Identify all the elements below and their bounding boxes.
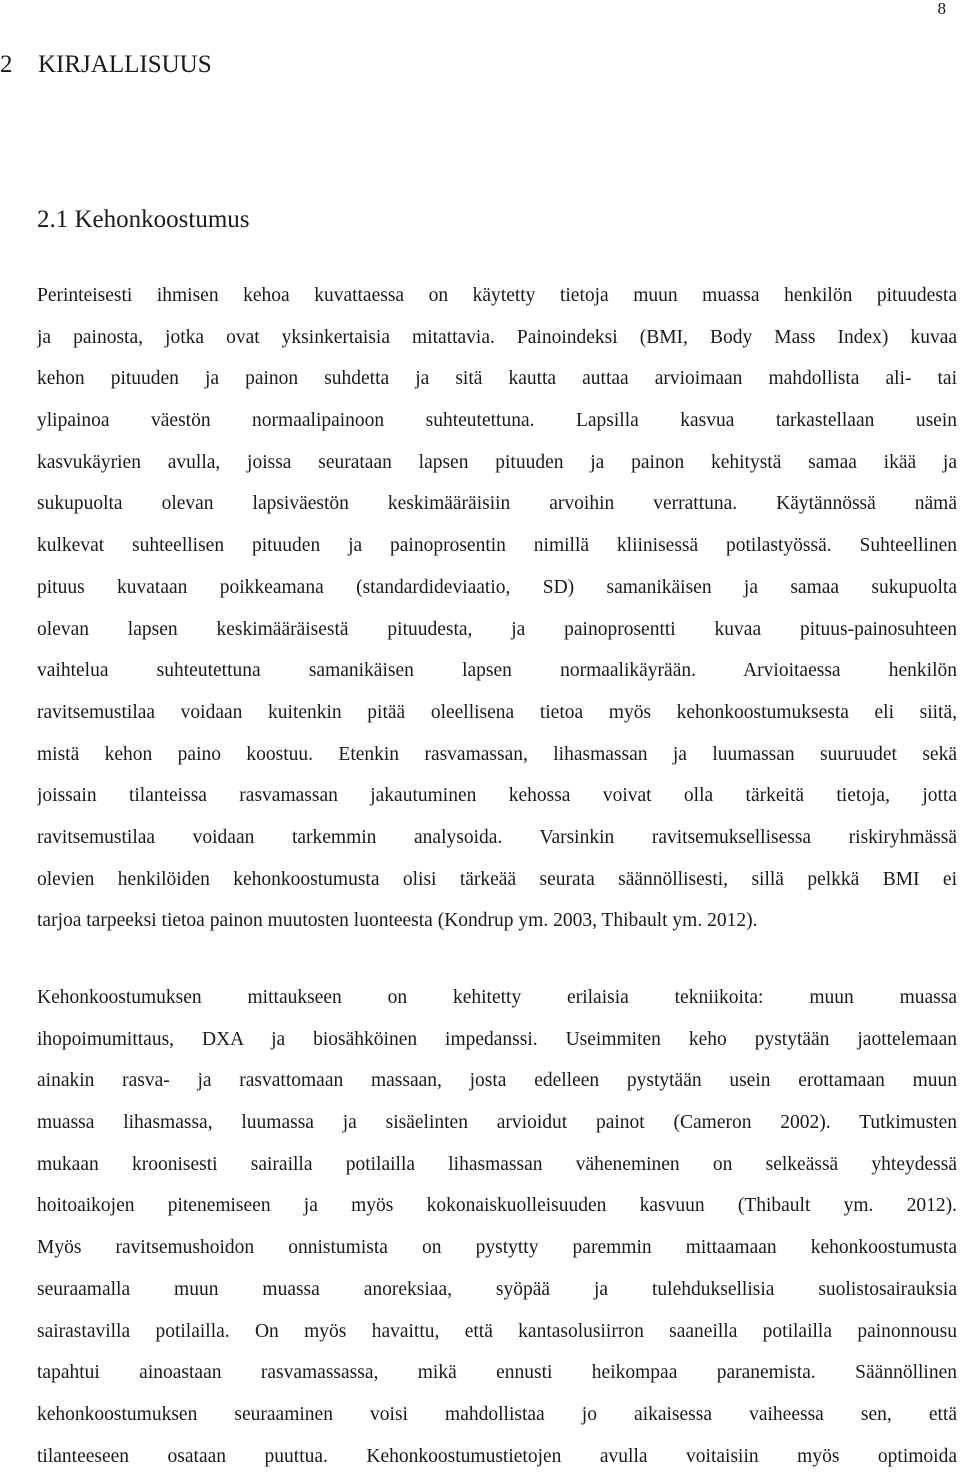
text-line: sukupuolta olevan lapsiväestön keskimääräisiin arvoihin verrattuna. Käytännössä nämä [37, 493, 957, 515]
chapter-title: KIRJALLISUUS [38, 51, 212, 78]
text-line: kasvukäyrien avulla, joissa seurataan lapsen pituuden ja painon kehitystä samaa ikää ja [37, 451, 957, 473]
text-line: joissain tilanteissa rasvamassan jakautuminen kehossa voivat olla tärkeitä tietoja, jotta [37, 785, 957, 807]
text-line: vaihtelua suhteutettuna samanikäisen lapsen normaalikäyrään. Arvioitaessa henkilön [37, 660, 957, 682]
text-line: Perinteisesti ihmisen kehoa kuvattaessa on käytetty tietoja muun muassa henkilön pituudesta [37, 285, 957, 306]
text-line: sairastavilla potilailla. On myös havaittu, että kantasolusiirron saaneilla potilailla painonnousu [37, 1320, 957, 1342]
text-line: pituus kuvataan poikkeamana (standardideviaatio, SD) samanikäisen ja samaa sukupuolta [37, 576, 957, 598]
text-line: tarjoa tarpeeksi tietoa painon muutosten luonteesta (Kondrup ym. 2003, Thibault ym. 2012). [37, 910, 758, 932]
body-paragraph-1 [37, 275, 957, 942]
text-line: ja painosta, jotka ovat yksinkertaisia mitattavia. Painoindeksi (BMI, Body Mass Index) kuvaa [37, 326, 957, 348]
page-number: 8 [937, 0, 946, 18]
text-line: ihopoimumittaus, DXA ja biosähköinen impedanssi. Useimmiten keho pystytään jaottelemaan [37, 1028, 957, 1050]
text-line: ainakin rasva- ja rasvattomaan massaan, josta edelleen pystytään usein erottamaan muun [37, 1070, 957, 1092]
text-line: ylipainoa väestön normaalipainoon suhteutettuna. Lapsilla kasvua tarkastellaan usein [37, 410, 957, 432]
text-line: muassa lihasmassa, luumassa ja sisäelinten arvioidut painot (Cameron 2002). Tutkimusten [37, 1112, 957, 1134]
text-line: hoitoaikojen pitenemiseen ja myös kokonaiskuolleisuuden kasvuun (Thibault ym. 2012). [37, 1195, 957, 1217]
text-line: Kehonkoostumuksen mittaukseen on kehitetty erilaisia tekniikoita: muun muassa [37, 987, 957, 1008]
text-line: ravitsemustilaa voidaan tarkemmin analysoida. Varsinkin ravitsemuksellisessa riskiryhmässä [37, 826, 957, 848]
text-line: tilanteeseen osataan puuttua. Kehonkoostumustietojen avulla voitaisiin myös optimoida [37, 1445, 957, 1467]
body-paragraph-2 [37, 977, 957, 1477]
text-line: tapahtui ainoastaan rasvamassassa, mikä ennusti heikompaa paranemista. Säännöllinen [37, 1362, 957, 1384]
text-line: ravitsemustilaa voidaan kuitenkin pitää oleellisena tietoa myös kehonkoostumuksesta eli siitä, [37, 701, 957, 723]
text-line: Myös ravitsemushoidon onnistumista on pystytty paremmin mittaamaan kehonkoostumusta [37, 1237, 957, 1259]
chapter-number: 2 [0, 51, 13, 78]
text-line: kehonkoostumuksen seuraaminen voisi mahdollistaa jo aikaisessa vaiheessa sen, että [37, 1403, 957, 1425]
text-line: olevan lapsen keskimääräisestä pituudesta, ja painoprosentti kuvaa pituus-painosuhteen [37, 618, 957, 640]
text-line: kehon pituuden ja painon suhdetta ja sitä kautta auttaa arvioimaan mahdollista ali- tai [37, 368, 957, 390]
text-line: olevien henkilöiden kehonkoostumusta olisi tärkeää seurata säännöllisesti, sillä pelkkä BMI ei [37, 868, 957, 890]
chapter-heading [0, 47, 212, 83]
section-heading: 2.1 Kehonkoostumus [37, 206, 250, 233]
text-line: mistä kehon paino koostuu. Etenkin rasvamassan, lihasmassan ja luumassan suuruudet sekä [37, 743, 957, 765]
text-line: seuraamalla muun muassa anoreksiaa, syöpää ja tulehduksellisia suolistosairauksia [37, 1278, 957, 1300]
text-line: mukaan kroonisesti sairailla potilailla lihasmassan väheneminen on selkeässä yhteydessä [37, 1153, 957, 1175]
text-line: kulkevat suhteellisen pituuden ja painoprosentin nimillä kliinisessä potilastyössä. Suhteellinen [37, 535, 957, 557]
